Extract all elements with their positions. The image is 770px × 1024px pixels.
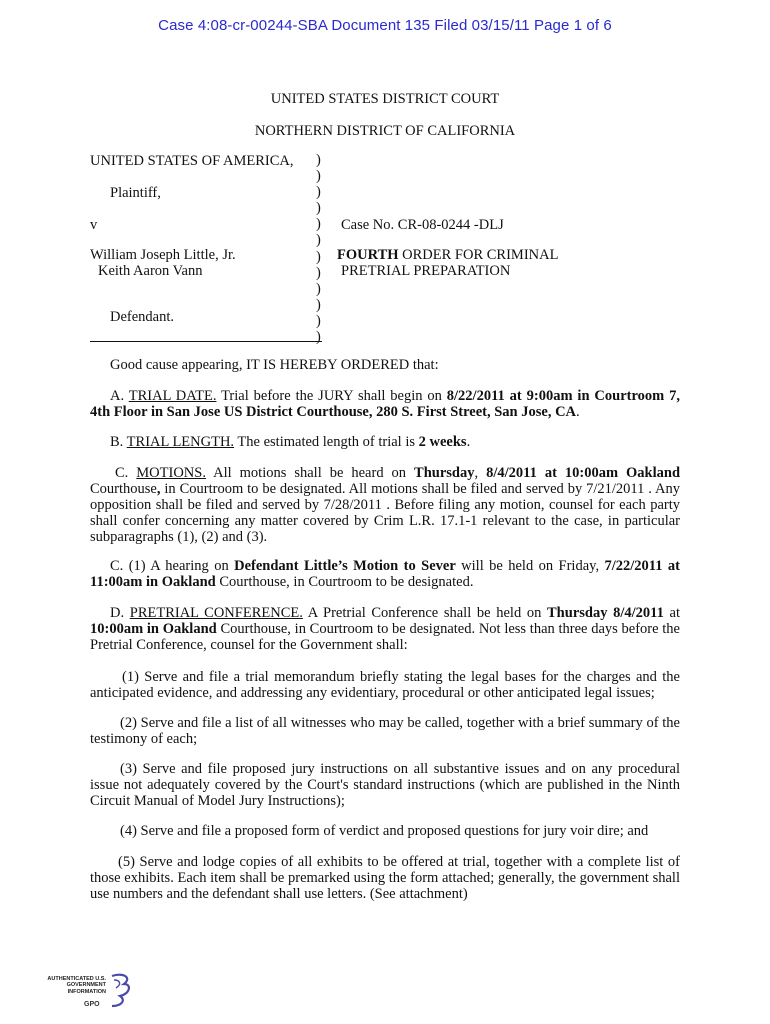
sever-motion-paragraph — [90, 558, 680, 590]
pretrial-time: 10:00am in Oakland — [90, 621, 217, 637]
motions-comma: , — [156, 481, 161, 497]
motions-text: in Courtroom to be designated. All motions shall be filed and served by 7/21/2011 . Any opposition shall be filed and served by 7/28/2011 . Before filing any motion, counsel for each party shall confer concerning any matter covered by Crim L.R. 17.1-1 relevant to the case, in particular subparagraphs (1), (2) and (3). — [90, 481, 680, 545]
caption-rule — [90, 341, 322, 342]
paren: ) — [316, 232, 321, 249]
motions-text: Courthouse — [90, 481, 157, 497]
motions-text: , — [474, 465, 487, 481]
plaintiff-role: Plaintiff, — [110, 185, 161, 201]
list-item: (1) Serve and file a trial memorandum briefly stating the legal bases for the charges and the anticipated evidence, and addressing any evidentiary, procedural or other anticipated legal issues; — [90, 669, 680, 701]
list-item: (2) Serve and file a list of all witnesses who may be called, together with a brief summary of the testimony of each; — [90, 715, 680, 747]
list-item: (4) Serve and file a proposed form of verdict and proposed questions for jury voir dire; and — [120, 823, 649, 839]
trial-length-text: The estimated length of trial is — [234, 434, 419, 450]
list-item: (5) Serve and lodge copies of all exhibits to be offered at trial, together with a complete list of those exhibits. Each item shall be premarked using the form attached; generally, the government shall use numbers and the defendant shall use letters. (See attachment) — [90, 854, 680, 902]
sever-datetime: 7/22/2011 at 11:00am in Oakland — [90, 558, 680, 590]
caption-parens — [316, 152, 321, 345]
trial-date-heading: TRIAL DATE. — [128, 388, 217, 404]
paren: ) — [316, 264, 321, 281]
paren: ) — [316, 200, 321, 217]
defendant-2: Keith Aaron Vann — [98, 263, 203, 279]
paren: ) — [316, 248, 321, 265]
court-name: UNITED STATES DISTRICT COURT — [270, 91, 500, 107]
paren: ) — [316, 280, 321, 297]
motions-datetime: 8/4/2011 at 10:00am Oakland — [486, 465, 681, 481]
defendant-role: Defendant. — [110, 309, 175, 325]
intro-paragraph: Good cause appearing, IT IS HEREBY ORDERED that: — [110, 357, 439, 373]
sever-text: will be held on Friday, — [455, 558, 605, 574]
trial-date-value: 8/22/2011 at 9:00am in Courtroom 7, 4th Floor in San Jose US District Courthouse, 280 S. First Street, San Jose, CA — [90, 388, 680, 420]
list-item: (3) Serve and file proposed jury instructions on all substantive issues and on any procedural issue not adequately covered by the Court's standard instructions (which are published in the Ninth Circuit Manual of Model Jury Instructions); — [90, 761, 680, 809]
gpo-logo-text: AUTHENTICATED U.S. GOVERNMENT INFORMATION — [47, 976, 106, 995]
pretrial-conference-heading: PRETRIAL CONFERENCE. — [129, 605, 303, 621]
trial-length-end: . — [466, 434, 471, 450]
section-letter: C. — [115, 465, 137, 481]
trial-length-heading: TRIAL LENGTH. — [126, 434, 235, 450]
pretrial-text: A Pretrial Conference shall be held on — [302, 605, 548, 621]
defendant-1: William Joseph Little, Jr. — [90, 247, 236, 263]
filing-header: Case 4:08-cr-00244-SBA Document 135 Filed 03/15/11 Page 1 of 6 — [158, 17, 612, 34]
paren: ) — [316, 329, 321, 346]
trial-length-value: 2 weeks — [418, 434, 467, 450]
sever-text: Courthouse, in Courtroom to be designated. — [215, 574, 474, 590]
court-district: NORTHERN DISTRICT OF CALIFORNIA — [254, 123, 516, 139]
trial-date-paragraph — [90, 388, 680, 420]
order-title-rest: ORDER FOR CRIMINAL — [398, 247, 559, 263]
sever-motion-name: Defendant Little’s Motion to Sever — [234, 558, 456, 574]
paren: ) — [316, 296, 321, 313]
trial-date-text: Trial before the JURY shall begin on — [216, 388, 447, 404]
paren: ) — [316, 184, 321, 201]
sever-text: C. (1) A hearing on — [110, 558, 235, 574]
motions-day: Thursday — [414, 465, 475, 481]
trial-length-paragraph — [90, 434, 680, 450]
order-title-line1 — [337, 247, 558, 264]
motions-paragraph — [90, 465, 680, 545]
paren: ) — [316, 216, 321, 233]
motions-text: All motions shall be heard on — [205, 465, 415, 481]
gpo-mark: GPO — [84, 1001, 100, 1008]
plaintiff-name: UNITED STATES OF AMERICA, — [90, 153, 294, 169]
motions-heading: MOTIONS. — [136, 465, 206, 481]
order-title-line2: PRETRIAL PREPARATION — [341, 263, 511, 279]
paren: ) — [316, 152, 321, 168]
pretrial-text: Courthouse, in Courtroom to be designated. Not less than three days before the Pretrial Conference, counsel for the Government shall: — [90, 621, 680, 653]
paren: ) — [316, 312, 321, 329]
gpo-eagle-logo — [40, 970, 140, 1010]
order-title-ordinal: FOURTH — [337, 247, 399, 263]
pretrial-text: at — [663, 605, 680, 621]
paren: ) — [316, 168, 321, 185]
versus: v — [90, 217, 98, 233]
section-letter: B. — [110, 434, 127, 450]
pretrial-conference-paragraph — [90, 605, 680, 653]
trial-date-end: . — [576, 404, 580, 420]
case-number: Case No. CR-08-0244 -DLJ — [341, 217, 504, 233]
section-letter: D. — [110, 605, 130, 621]
pretrial-date: Thursday 8/4/2011 — [547, 605, 664, 621]
section-letter: A. — [110, 388, 129, 404]
